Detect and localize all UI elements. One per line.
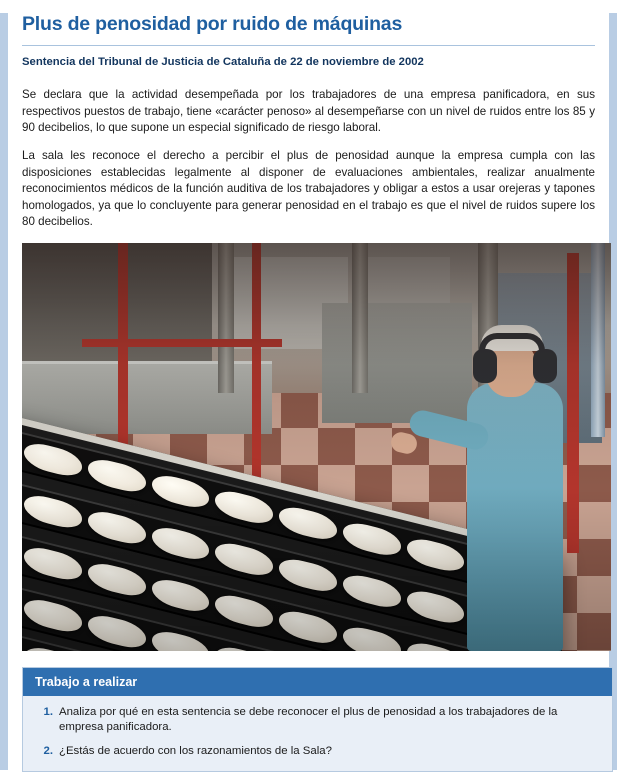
page-content	[8, 13, 609, 772]
task-item	[35, 705, 600, 736]
task-item-text: ¿Estás de acuerdo con los razonamientos de la Sala?	[59, 745, 332, 758]
task-item-number: 2.	[43, 745, 53, 758]
body-text	[22, 87, 595, 231]
page-title: Plus de penosidad por ruido de máquinas	[22, 13, 403, 35]
task-box	[22, 667, 613, 772]
document-subtitle: Sentencia del Tribunal de Justicia de Cataluña de 22 de noviembre de 2002	[22, 56, 424, 69]
task-box-header: Trabajo a realizar	[23, 668, 612, 696]
paragraph-2: La sala les reconoce el derecho a percibir el plus de penosidad aunque la empresa cumpla con las disposiciones establecidas legalmente al disponer de evaluaciones ambientales, realizar anualmente reconocimientos médicos de la función auditiva de los trabajadores y obligar a estos a usar orejeras y tapones homologados, ya que lo concluyente para generar penosidad en el trabajo es que el nivel de ruidos supere los 80 decibelios.	[22, 149, 595, 229]
bakery-photo	[22, 243, 611, 651]
task-box-body	[23, 696, 612, 771]
task-item	[35, 744, 600, 760]
task-item-number: 1.	[43, 705, 53, 718]
paragraph-1: Se declara que la actividad desempeñada por los trabajadores de una empresa panificadora, en sus respectivos puestos de trabajo, tiene «carácter penoso» al desempeñarse con un nivel de ruidos entre los 85 y 90 decibelios, lo que supone un especial significado de riesgo laboral.	[22, 88, 595, 134]
title-divider	[22, 45, 595, 46]
task-item-text: Analiza por qué en esta sentencia se debe reconocer el plus de penosidad a los trabajadores de la empresa panificadora.	[59, 705, 558, 734]
photo-scene	[22, 243, 611, 651]
document-page	[0, 13, 617, 770]
photo-shading	[22, 243, 611, 651]
